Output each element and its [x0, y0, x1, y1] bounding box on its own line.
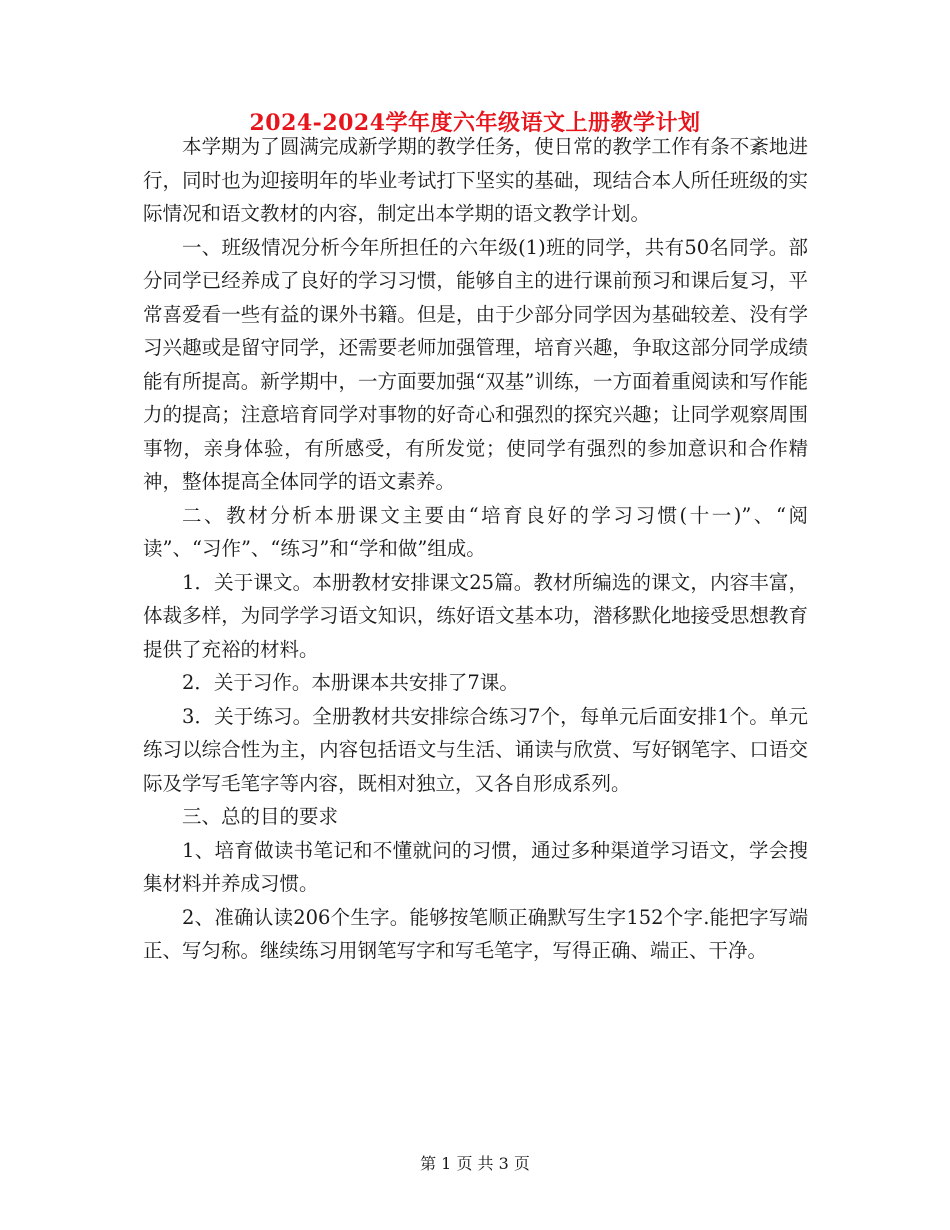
page-footer: 第 1 页 共 3 页 — [420, 1154, 530, 1173]
paragraph-about-writing: 2．关于习作。本册课本共安排了7课。 — [182, 671, 519, 694]
paragraph-class-analysis: 一、班级情况分析今年所担任的六年级(1)班的同学，共有50名同学。部分同学已经养成了良好的学习习惯，能够自主的进行课前预习和课后复习，平常喜爱看一些有益的课外书籍。但是，由于少部分同学因为基础较差、没有学习兴趣或是留守同学，还需要老师加强管理，培育兴趣，争取这部分同学成绩能有所提高。新学期中，一方面要加强“双基”训练，一方面着重阅读和写作能力的提高；注意培育同学对事物的好奇心和强烈的探究兴趣；让同学观察周围事物，亲身体验，有所感受，有所发觉；使同学有强烈的参加意识和合作精神，整体提高全体同学的语文素养。 — [143, 235, 808, 493]
paragraph-goal-1: 1、培育做读书笔记和不懂就问的习惯，通过多种渠道学习语文，学会搜集材料并养成习惯。 — [143, 838, 808, 895]
paragraph-about-texts: 1．关于课文。本册教材安排课文25篇。教材所编选的课文，内容丰富，体裁多样，为同学学习语文知识，练好语文基本功，潜移默化地接受思想教育提供了充裕的材料。 — [143, 570, 808, 661]
paragraph-goal-2: 2、准确认读206个生字。能够按笔顺正确默写生字152个字.能把字写端正、写匀称。继续练习用钢笔写字和写毛笔字，写得正确、端正、干净。 — [143, 905, 808, 962]
section-heading-goals: 三、总的目的要求 — [182, 805, 339, 828]
paragraph-textbook-analysis: 二、教材分析本册课文主要由“培育良好的学习习惯(十一)”、“阅读”、“习作”、“练习”和“学和做”组成。 — [143, 503, 808, 560]
paragraph-intro: 本学期为了圆满完成新学期的教学任务，使日常的教学工作有条不紊地进行，同时也为迎接明年的毕业考试打下坚实的基础，现结合本人所任班级的实际情况和语文教材的内容，制定出本学期的语文教学计划。 — [143, 135, 808, 225]
document-body — [143, 130, 808, 968]
paragraph-about-exercises: 3．关于练习。全册教材共安排综合练习7个，每单元后面安排1个。单元练习以综合性为主，内容包括语文与生活、诵读与欣赏、写好钢笔字、口语交际及学写毛笔字等内容，既相对独立，又各自形成系列。 — [143, 704, 808, 795]
document-title: 2024-2024学年度六年级语文上册教学计划 — [249, 110, 701, 136]
